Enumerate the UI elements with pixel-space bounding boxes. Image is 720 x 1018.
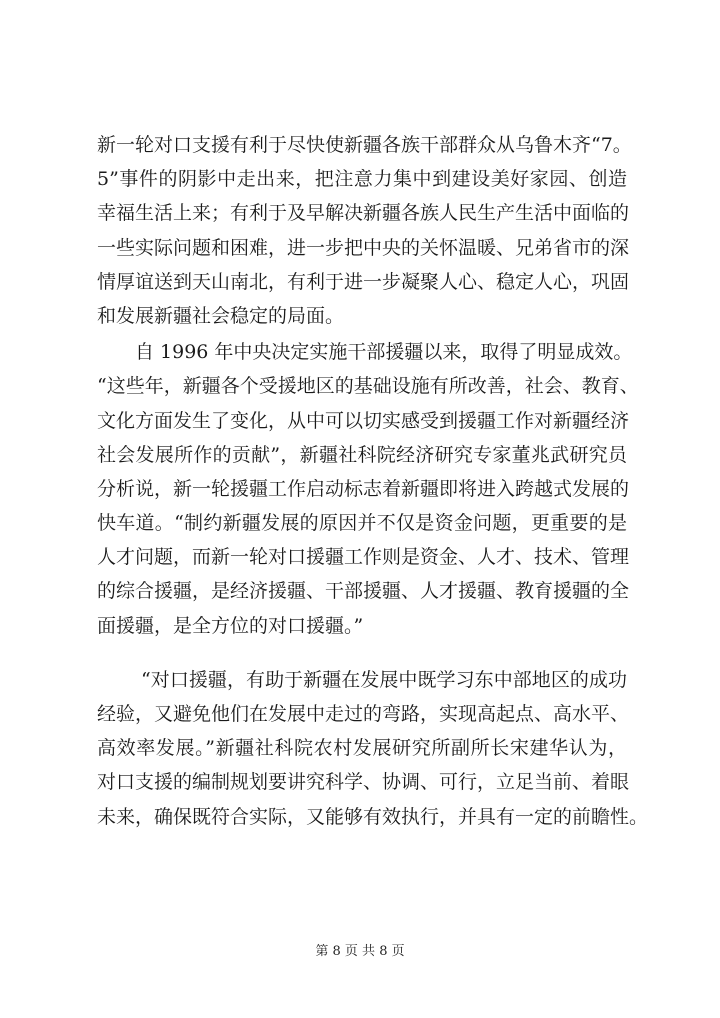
text-line: 社会发展所作的贡献”，新疆社科院经济研究专家董兆武研究员 bbox=[97, 443, 627, 466]
text-line: 面援疆，是全方位的对口援疆。” bbox=[97, 614, 364, 637]
text-line: 幸福生活上来；有利于及早解决新疆各族人民生产生活中面临的 bbox=[97, 202, 630, 225]
paragraph-1 bbox=[97, 128, 632, 333]
text-line: 未来，确保既符合实际，又能够有效执行，并具有一定的前瞻性。 bbox=[97, 805, 649, 828]
text-line: “这些年，新疆各个受援地区的基础设施有所改善，社会、教育、 bbox=[97, 375, 639, 398]
text-line: 对口支援的编制规划要讲究科学、协调、可行，立足当前、着眼 bbox=[97, 771, 630, 794]
document-body bbox=[97, 128, 649, 834]
text-line: 新一轮对口支援有利于尽快使新疆各族干部群众从乌鲁木齐“7。 bbox=[97, 134, 632, 156]
text-line: 分析说，新一轮援疆工作启动标志着新疆即将进入跨越式发展的 bbox=[97, 477, 630, 500]
text-line: 和发展新疆社会稳定的局面。 bbox=[97, 304, 345, 327]
text-line: 人才问题，而新一轮对口援疆工作则是资金、人才、技术、管理 bbox=[97, 546, 630, 569]
text-line: 一些实际问题和困难，进一步把中央的关怀温暖、兄弟省市的深 bbox=[97, 236, 630, 259]
page-footer: 第 8 页 共 8 页 bbox=[315, 944, 405, 959]
text-line: 快车道。“制约新疆发展的原因并不仅是资金问题，更重要的是 bbox=[97, 512, 627, 535]
paragraph-spacer bbox=[97, 643, 627, 663]
text-line: 的综合援疆，是经济援疆、干部援疆、人才援疆、教育援疆的全 bbox=[97, 580, 630, 603]
paragraph-2 bbox=[97, 335, 639, 643]
text-line: 自 1996 年中央决定实施干部援疆以来，取得了明显成效。 bbox=[135, 341, 633, 364]
text-line: 经验，又避免他们在发展中走过的弯路，实现高起点、高水平、 bbox=[97, 703, 630, 725]
text-line: “对口援疆，有助于新疆在发展中既学习东中部地区的成功 bbox=[141, 668, 627, 691]
text-line: 文化方面发生了变化，从中可以切实感受到援疆工作对新疆经济 bbox=[97, 409, 630, 432]
paragraph-3 bbox=[97, 663, 649, 834]
text-line: 情厚谊送到天山南北，有利于进一步凝聚人心、稳定人心，巩固 bbox=[97, 270, 630, 293]
text-line: 5”事件的阴影中走出来，把注意力集中到建设美好家园、创造 bbox=[97, 168, 627, 191]
text-line: 高效率发展。”新疆社科院农村发展研究所副所长宋建华认为， bbox=[97, 737, 627, 760]
